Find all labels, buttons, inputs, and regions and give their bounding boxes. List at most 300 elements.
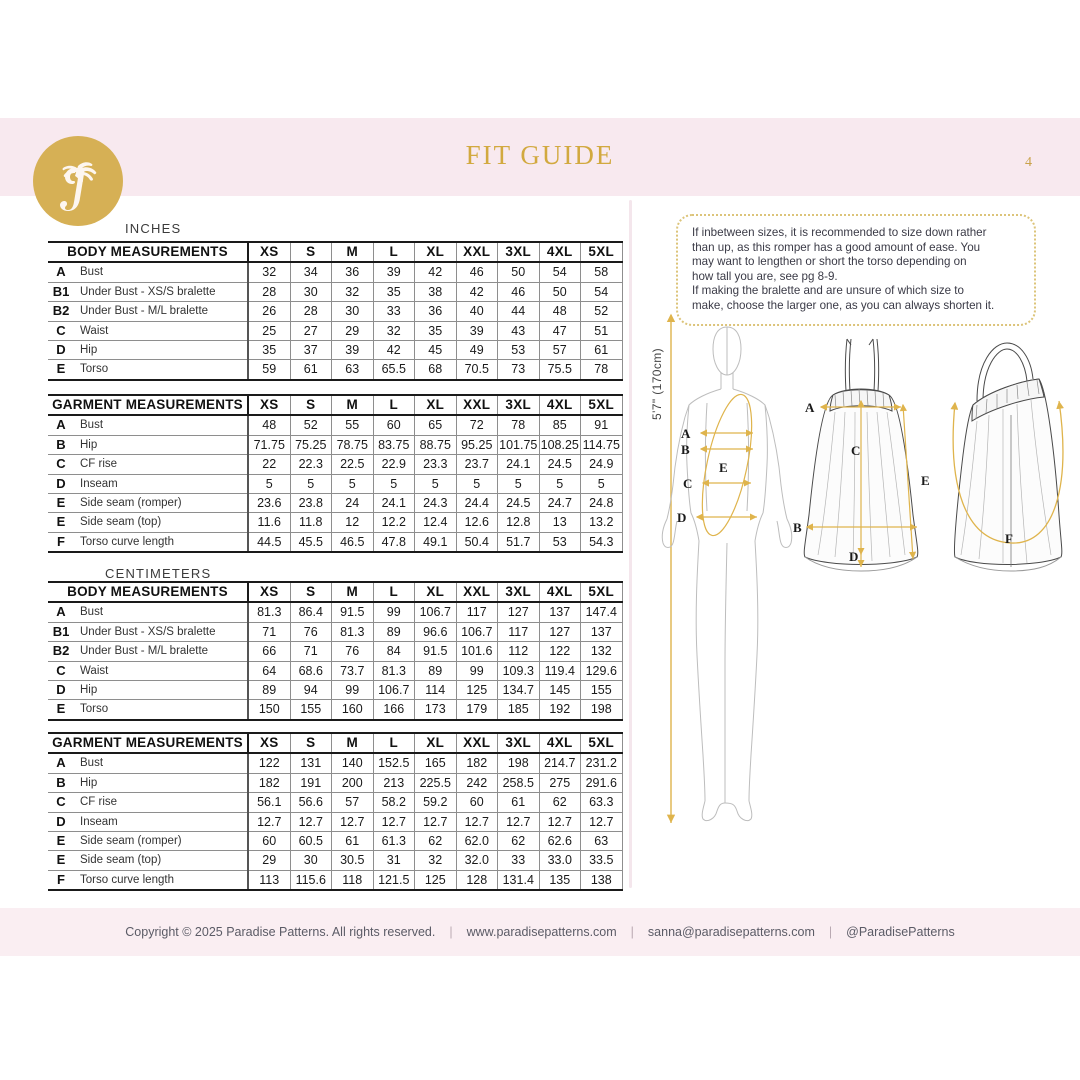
- measurement-cell: 76: [290, 622, 332, 641]
- measurement-cell: 185: [498, 700, 540, 720]
- measurement-cell: 95.25: [456, 435, 498, 454]
- measurement-cell: 72: [456, 415, 498, 435]
- figure-panel: [655, 305, 1075, 835]
- measurement-cell: 145: [539, 681, 581, 700]
- measurement-cell: 12.6: [456, 513, 498, 532]
- measurement-cell: 47: [539, 321, 581, 340]
- row-key: B1: [48, 282, 74, 301]
- measurement-cell: 147.4: [581, 602, 623, 622]
- measurement-cell: 78: [498, 415, 540, 435]
- measurement-cell: 78.75: [332, 435, 374, 454]
- measurement-cell: 5: [581, 474, 623, 493]
- table-row: [48, 494, 622, 513]
- measurement-cell: 30: [290, 282, 332, 301]
- size-header: 3XL: [498, 582, 540, 602]
- measurement-cell: 127: [498, 602, 540, 622]
- row-key: E: [48, 700, 74, 720]
- table-row: [48, 360, 622, 380]
- measurement-cell: 24.8: [581, 494, 623, 513]
- measurement-cell: 32.0: [456, 851, 498, 870]
- note-line: If making the bralette and are unsure of which size to: [692, 284, 964, 298]
- measurement-cell: 131.4: [498, 870, 540, 890]
- measurement-cell: 22.5: [332, 455, 374, 474]
- measurement-cell: 64: [248, 661, 290, 680]
- measurement-cell: 78: [581, 360, 623, 380]
- measurement-cell: 39: [456, 321, 498, 340]
- measurement-cell: 57: [332, 793, 374, 812]
- measurement-cell: 119.4: [539, 661, 581, 680]
- measurement-cell: 49.1: [415, 532, 457, 552]
- measurement-cell: 42: [415, 262, 457, 282]
- measurement-cell: 46: [498, 282, 540, 301]
- measurement-cell: 198: [581, 700, 623, 720]
- measurement-cell: 114.75: [581, 435, 623, 454]
- table-row: [48, 513, 622, 532]
- flat-mark-B: B: [793, 520, 802, 535]
- size-header: 4XL: [539, 582, 581, 602]
- measurement-cell: 60: [456, 793, 498, 812]
- measurement-cell: 39: [373, 262, 415, 282]
- measurement-cell: 34: [290, 262, 332, 282]
- measurement-cell: 50: [498, 262, 540, 282]
- row-label: Inseam: [74, 812, 248, 831]
- row-label: Bust: [74, 262, 248, 282]
- measurement-cell: 5: [456, 474, 498, 493]
- measurement-cell: 63.3: [581, 793, 623, 812]
- row-key: D: [48, 474, 74, 493]
- measurement-cell: 23.8: [290, 494, 332, 513]
- measurement-cell: 173: [415, 700, 457, 720]
- measurement-cell: 60.5: [290, 832, 332, 851]
- size-header: XXL: [456, 395, 498, 415]
- measurement-cell: 13.2: [581, 513, 623, 532]
- measurement-cell: 35: [248, 341, 290, 360]
- table-row: [48, 415, 622, 435]
- row-label: Waist: [74, 321, 248, 340]
- measurement-cell: 61.3: [373, 832, 415, 851]
- measurement-cell: 81.3: [332, 622, 374, 641]
- table-body: [48, 753, 622, 890]
- measurement-cell: 12.7: [581, 812, 623, 831]
- measurement-cell: 138: [581, 870, 623, 890]
- page-number: 4: [1025, 155, 1032, 170]
- measurement-cell: 61: [332, 832, 374, 851]
- row-key: B: [48, 773, 74, 792]
- row-key: C: [48, 661, 74, 680]
- measurement-cell: 54: [539, 262, 581, 282]
- measurement-cell: 44.5: [248, 532, 290, 552]
- measurement-cell: 125: [456, 681, 498, 700]
- measurement-cell: 35: [415, 321, 457, 340]
- table-row: [48, 474, 622, 493]
- row-key: B2: [48, 302, 74, 321]
- row-key: B1: [48, 622, 74, 641]
- size-header: 5XL: [581, 395, 623, 415]
- note-line: If inbetween sizes, it is recommended to size down rather: [692, 226, 987, 239]
- measurement-cell: 135: [539, 870, 581, 890]
- size-header: S: [290, 733, 332, 753]
- measurement-cell: 66: [248, 642, 290, 661]
- size-header: XXL: [456, 582, 498, 602]
- measurement-cell: 13: [539, 513, 581, 532]
- measurement-cell: 29: [332, 321, 374, 340]
- body-mark-E: E: [719, 460, 728, 475]
- measurement-cell: 12.7: [498, 812, 540, 831]
- size-header: XXL: [456, 242, 498, 262]
- measurement-cell: 84: [373, 642, 415, 661]
- measurement-cell: 22.9: [373, 455, 415, 474]
- table-inches-body: [48, 241, 623, 381]
- measurement-cell: 182: [456, 753, 498, 773]
- row-label: Inseam: [74, 474, 248, 493]
- measurement-cell: 22.3: [290, 455, 332, 474]
- row-key: C: [48, 455, 74, 474]
- measurement-cell: 59: [248, 360, 290, 380]
- measurement-cell: 30.5: [332, 851, 374, 870]
- measurement-cell: 50.4: [456, 532, 498, 552]
- measurement-cell: 24.5: [539, 455, 581, 474]
- measurement-cell: 96.6: [415, 622, 457, 641]
- size-header: M: [332, 733, 374, 753]
- row-key: D: [48, 681, 74, 700]
- row-key: A: [48, 753, 74, 773]
- measurement-cell: 47.8: [373, 532, 415, 552]
- size-header: S: [290, 582, 332, 602]
- measurement-cell: 89: [415, 661, 457, 680]
- measurement-cell: 45.5: [290, 532, 332, 552]
- measurement-cell: 109.3: [498, 661, 540, 680]
- measurement-cell: 65: [415, 415, 457, 435]
- measurement-cell: 56.6: [290, 793, 332, 812]
- measurement-cell: 152.5: [373, 753, 415, 773]
- unit-label-centimeters: CENTIMETERS: [105, 566, 212, 581]
- measurement-cell: 58.2: [373, 793, 415, 812]
- measurement-cell: 76: [332, 642, 374, 661]
- measurement-cell: 12.7: [415, 812, 457, 831]
- measurement-cell: 275: [539, 773, 581, 792]
- measurement-cell: 101.75: [498, 435, 540, 454]
- measurement-cell: 214.7: [539, 753, 581, 773]
- measurement-cell: 68: [415, 360, 457, 380]
- row-label: Hip: [74, 681, 248, 700]
- flat-mark-A: A: [805, 400, 815, 415]
- measurement-cell: 182: [248, 773, 290, 792]
- table-row: [48, 532, 622, 552]
- measurement-cell: 85: [539, 415, 581, 435]
- row-label: Bust: [74, 753, 248, 773]
- table-row: [48, 661, 622, 680]
- row-label: Under Bust - XS/S bralette: [74, 622, 248, 641]
- measurement-cell: 24.1: [498, 455, 540, 474]
- measurement-cell: 131: [290, 753, 332, 773]
- measurement-cell: 62: [539, 793, 581, 812]
- measurement-cell: 48: [248, 415, 290, 435]
- size-header: XS: [248, 582, 290, 602]
- page-title: FIT GUIDE: [465, 140, 615, 170]
- table-row: [48, 642, 622, 661]
- measurement-cell: 31: [373, 851, 415, 870]
- measurement-cell: 23.6: [248, 494, 290, 513]
- footer-social-handle[interactable]: @ParadisePatterns: [846, 925, 955, 939]
- footer-email[interactable]: sanna@paradisepatterns.com: [647, 925, 815, 939]
- measurement-cell: 24: [332, 494, 374, 513]
- row-key: C: [48, 793, 74, 812]
- measurement-cell: 12.7: [539, 812, 581, 831]
- table-row: [48, 681, 622, 700]
- size-header: 4XL: [539, 733, 581, 753]
- measurement-cell: 32: [248, 262, 290, 282]
- size-header: M: [332, 242, 374, 262]
- footer: [0, 908, 1080, 956]
- measurement-cell: 117: [498, 622, 540, 641]
- measurement-cell: 99: [332, 681, 374, 700]
- measurement-cell: 198: [498, 753, 540, 773]
- measurement-cell: 71: [248, 622, 290, 641]
- row-key: A: [48, 262, 74, 282]
- measurement-cell: 86.4: [290, 602, 332, 622]
- size-header: XS: [248, 242, 290, 262]
- measurement-cell: 30: [332, 302, 374, 321]
- measurement-cell: 39: [332, 341, 374, 360]
- measurement-cell: 11.8: [290, 513, 332, 532]
- size-header: 3XL: [498, 733, 540, 753]
- measurement-cell: 155: [290, 700, 332, 720]
- measurement-cell: 81.3: [248, 602, 290, 622]
- table-row: [48, 700, 622, 720]
- measurement-cell: 106.7: [415, 602, 457, 622]
- size-header: XL: [415, 582, 457, 602]
- measurement-cell: 5: [539, 474, 581, 493]
- note-line: than up, as this romper has a good amount of ease. You: [692, 240, 981, 254]
- measurement-cell: 129.6: [581, 661, 623, 680]
- size-header: S: [290, 395, 332, 415]
- measurement-cell: 5: [332, 474, 374, 493]
- row-label: Bust: [74, 602, 248, 622]
- measurement-cell: 52: [581, 302, 623, 321]
- measurement-cell: 12.7: [373, 812, 415, 831]
- measurement-cell: 191: [290, 773, 332, 792]
- measurement-cell: 61: [290, 360, 332, 380]
- measurement-cell: 24.3: [415, 494, 457, 513]
- measurement-cell: 155: [581, 681, 623, 700]
- table-title: GARMENT MEASUREMENTS: [48, 395, 248, 415]
- footer-separator: |: [449, 925, 453, 939]
- row-label: Torso: [74, 360, 248, 380]
- row-key: E: [48, 360, 74, 380]
- measurement-cell: 106.7: [373, 681, 415, 700]
- measurement-cell: 137: [581, 622, 623, 641]
- measurement-cell: 28: [248, 282, 290, 301]
- measurement-cell: 89: [373, 622, 415, 641]
- measurement-cell: 122: [539, 642, 581, 661]
- table-row: [48, 262, 622, 282]
- row-key: A: [48, 415, 74, 435]
- table-row: [48, 812, 622, 831]
- measurement-cell: 12.7: [290, 812, 332, 831]
- table-title: GARMENT MEASUREMENTS: [48, 733, 248, 753]
- measurement-cell: 24.9: [581, 455, 623, 474]
- size-header: 5XL: [581, 582, 623, 602]
- measurement-cell: 33: [498, 851, 540, 870]
- row-label: Torso curve length: [74, 532, 248, 552]
- measurement-cell: 58: [581, 262, 623, 282]
- measurement-cell: 114: [415, 681, 457, 700]
- size-header: XS: [248, 733, 290, 753]
- body-mark-C: C: [683, 476, 693, 491]
- measurement-cell: 12.7: [248, 812, 290, 831]
- measurement-cell: 46.5: [332, 532, 374, 552]
- measurement-cell: 54: [581, 282, 623, 301]
- measurement-cell: 231.2: [581, 753, 623, 773]
- row-label: Under Bust - M/L bralette: [74, 642, 248, 661]
- measurement-cell: 33.0: [539, 851, 581, 870]
- measurement-cell: 42: [456, 282, 498, 301]
- measurement-cell: 71.75: [248, 435, 290, 454]
- measurement-cell: 165: [415, 753, 457, 773]
- measurement-cell: 29: [248, 851, 290, 870]
- measurement-cell: 5: [373, 474, 415, 493]
- measurement-cell: 60: [373, 415, 415, 435]
- measurement-cell: 62.6: [539, 832, 581, 851]
- body-croquis-figure: [662, 327, 792, 821]
- measurement-cell: 125: [415, 870, 457, 890]
- measurement-cell: 225.5: [415, 773, 457, 792]
- measurement-cell: 70.5: [456, 360, 498, 380]
- row-label: Side seam (romper): [74, 832, 248, 851]
- size-header: XS: [248, 395, 290, 415]
- size-header: 5XL: [581, 242, 623, 262]
- body-mark-B: B: [681, 442, 690, 457]
- measurement-cell: 91: [581, 415, 623, 435]
- measurement-cell: 89: [248, 681, 290, 700]
- measurement-cell: 62: [415, 832, 457, 851]
- measurement-cell: 63: [581, 832, 623, 851]
- measurement-cell: 12.4: [415, 513, 457, 532]
- measurement-cell: 121.5: [373, 870, 415, 890]
- measurement-cell: 32: [373, 321, 415, 340]
- table-body: [48, 415, 622, 552]
- table-body: [48, 262, 622, 379]
- row-label: Torso curve length: [74, 870, 248, 890]
- table-row: [48, 622, 622, 641]
- measurement-cell: 12.7: [332, 812, 374, 831]
- measurement-cell: 12: [332, 513, 374, 532]
- row-key: C: [48, 321, 74, 340]
- measurement-cell: 23.3: [415, 455, 457, 474]
- table-title: BODY MEASUREMENTS: [48, 242, 248, 262]
- note-line: may want to lengthen or short the torso depending on: [692, 255, 967, 269]
- measurement-cell: 91.5: [415, 642, 457, 661]
- flat-mark-D: D: [849, 549, 859, 564]
- measurement-cell: 134.7: [498, 681, 540, 700]
- row-label: Hip: [74, 773, 248, 792]
- row-key: E: [48, 851, 74, 870]
- row-key: E: [48, 494, 74, 513]
- size-header: XXL: [456, 733, 498, 753]
- note-line: how tall you are, see pg 8-9.: [692, 269, 838, 283]
- measurement-cell: 73.7: [332, 661, 374, 680]
- table-row: [48, 602, 622, 622]
- row-label: Under Bust - M/L bralette: [74, 302, 248, 321]
- measurement-cell: 25: [248, 321, 290, 340]
- table-row: [48, 832, 622, 851]
- size-header: XL: [415, 733, 457, 753]
- measurement-cell: 150: [248, 700, 290, 720]
- measurement-cell: 33.5: [581, 851, 623, 870]
- row-label: Waist: [74, 661, 248, 680]
- table-row: [48, 341, 622, 360]
- row-key: B: [48, 435, 74, 454]
- measurement-cell: 5: [415, 474, 457, 493]
- measurement-cell: 179: [456, 700, 498, 720]
- measurement-cell: 91.5: [332, 602, 374, 622]
- measurement-cell: 106.7: [456, 622, 498, 641]
- measurement-cell: 68.6: [290, 661, 332, 680]
- size-header: XL: [415, 395, 457, 415]
- measurement-cell: 63: [332, 360, 374, 380]
- measurement-cell: 12.7: [456, 812, 498, 831]
- measurement-cell: 5: [290, 474, 332, 493]
- body-mark-A: A: [681, 426, 691, 441]
- measurement-cell: 83.75: [373, 435, 415, 454]
- measurement-cell: 137: [539, 602, 581, 622]
- measurement-cell: 75.25: [290, 435, 332, 454]
- row-label: Under Bust - XS/S bralette: [74, 282, 248, 301]
- row-label: Hip: [74, 341, 248, 360]
- measurement-cell: 61: [581, 341, 623, 360]
- measurement-cell: 99: [373, 602, 415, 622]
- measurement-cell: 166: [373, 700, 415, 720]
- table-row: [48, 753, 622, 773]
- measurement-cell: 56.1: [248, 793, 290, 812]
- table-row: [48, 302, 622, 321]
- measurement-cell: 42: [373, 341, 415, 360]
- measurement-cell: 108.25: [539, 435, 581, 454]
- measurement-cell: 140: [332, 753, 374, 773]
- measurement-cell: 71: [290, 642, 332, 661]
- footer-separator: |: [828, 925, 833, 939]
- measurement-cell: 242: [456, 773, 498, 792]
- measurement-cell: 12.8: [498, 513, 540, 532]
- table-row: [48, 282, 622, 301]
- measurement-cell: 53: [498, 341, 540, 360]
- flat-mark-E: E: [921, 473, 930, 488]
- table-row: [48, 793, 622, 812]
- measurement-cell: 57: [539, 341, 581, 360]
- size-header: 4XL: [539, 395, 581, 415]
- measurement-cell: 118: [332, 870, 374, 890]
- footer-website[interactable]: www.paradisepatterns.com: [466, 925, 617, 939]
- flat-mark-F: F: [1005, 531, 1013, 546]
- row-key: A: [48, 602, 74, 622]
- size-header: 3XL: [498, 395, 540, 415]
- measurement-cell: 200: [332, 773, 374, 792]
- row-label: Side seam (romper): [74, 494, 248, 513]
- table-row: [48, 870, 622, 890]
- measurement-cell: 53: [539, 532, 581, 552]
- measurement-cell: 115.6: [290, 870, 332, 890]
- measurement-cell: 30: [290, 851, 332, 870]
- measurement-cell: 65.5: [373, 360, 415, 380]
- unit-label-inches: INCHES: [125, 221, 182, 236]
- measurement-cell: 52: [290, 415, 332, 435]
- row-key: E: [48, 513, 74, 532]
- row-label: Torso: [74, 700, 248, 720]
- measurement-cell: 128: [456, 870, 498, 890]
- size-header: XL: [415, 242, 457, 262]
- measurement-cell: 28: [290, 302, 332, 321]
- measurement-cell: 45: [415, 341, 457, 360]
